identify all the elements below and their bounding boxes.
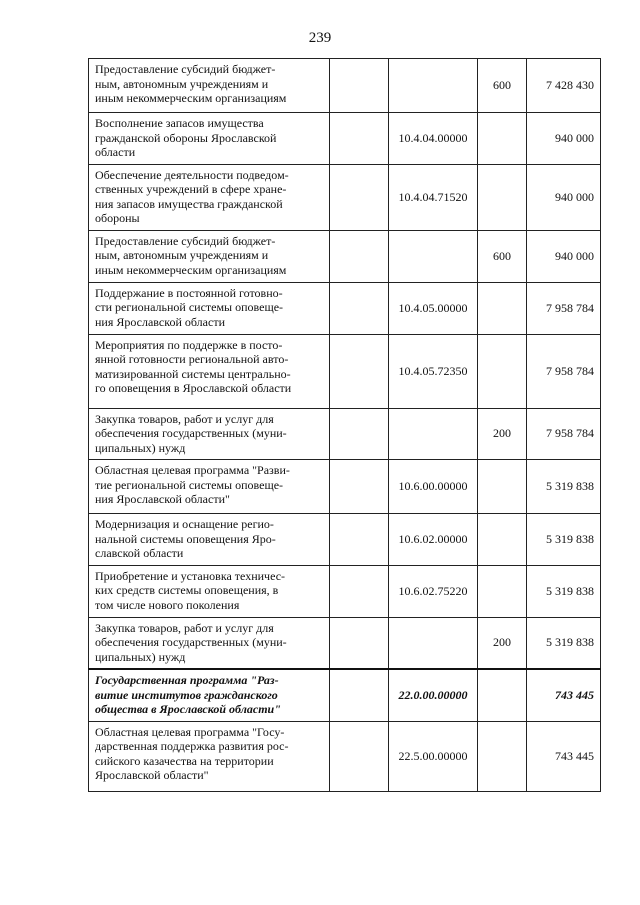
row-empty-cell — [330, 113, 389, 165]
table-row — [89, 334, 601, 408]
table-row — [89, 721, 601, 791]
row-name: Предоставление субсидий бюджет- ным, автономным учреждениям и иным некоммерческим организациям — [89, 230, 330, 282]
row-empty-cell — [330, 669, 389, 721]
row-expense-type: 600 — [478, 230, 527, 282]
row-amount: 5 319 838 — [527, 565, 601, 617]
row-expense-type — [478, 282, 527, 334]
page-number: 239 — [308, 30, 332, 46]
row-empty-cell — [330, 334, 389, 408]
row-code — [389, 59, 478, 113]
row-name: Приобретение и установка техничес- ких средств системы оповещения, в том числе нового поколения — [89, 565, 330, 617]
row-empty-cell — [330, 460, 389, 514]
row-expense-type — [478, 164, 527, 230]
row-expense-type: 200 — [478, 617, 527, 669]
table-row — [89, 230, 601, 282]
table-row — [89, 669, 601, 721]
row-name: Мероприятия по поддержке в посто- янной готовности региональной авто- матизированной системы центрально- го оповещения в Ярославской области — [89, 334, 330, 408]
row-amount: 743 445 — [527, 669, 601, 721]
row-code: 10.6.02.00000 — [389, 514, 478, 566]
row-amount: 7 428 430 — [527, 59, 601, 113]
row-code — [389, 230, 478, 282]
row-expense-type — [478, 460, 527, 514]
row-expense-type — [478, 669, 527, 721]
table-row — [89, 617, 601, 669]
row-code: 10.4.04.00000 — [389, 113, 478, 165]
row-empty-cell — [330, 59, 389, 113]
row-code: 10.6.00.00000 — [389, 460, 478, 514]
row-code: 10.6.02.75220 — [389, 565, 478, 617]
row-empty-cell — [330, 617, 389, 669]
budget-table — [88, 58, 601, 792]
row-expense-type — [478, 113, 527, 165]
row-name: Закупка товаров, работ и услуг для обеспечения государственных (муни- ципальных) нужд — [89, 408, 330, 460]
row-empty-cell — [330, 721, 389, 791]
row-amount: 7 958 784 — [527, 408, 601, 460]
row-name: Обеспечение деятельности подведом- ственных учреждений в сфере хране- ния запасов имущества гражданской обороны — [89, 164, 330, 230]
row-expense-type — [478, 514, 527, 566]
row-code: 22.5.00.00000 — [389, 721, 478, 791]
row-name: Модернизация и оснащение регио- нальной системы оповещения Яро- славской области — [89, 514, 330, 566]
table-body — [89, 59, 601, 792]
row-name: Государственная программа "Раз- витие институтов гражданского общества в Ярославской области" — [89, 669, 330, 721]
table-row — [89, 565, 601, 617]
row-empty-cell — [330, 565, 389, 617]
row-name: Областная целевая программа "Разви- тие региональной системы оповеще- ния Ярославской области" — [89, 460, 330, 514]
row-empty-cell — [330, 282, 389, 334]
row-amount: 5 319 838 — [527, 460, 601, 514]
row-amount: 5 319 838 — [527, 617, 601, 669]
row-name: Предоставление субсидий бюджет- ным, автономным учреждениям и иным некоммерческим организациям — [89, 59, 330, 113]
row-expense-type — [478, 721, 527, 791]
row-empty-cell — [330, 514, 389, 566]
row-expense-type — [478, 565, 527, 617]
row-code — [389, 617, 478, 669]
row-amount: 5 319 838 — [527, 514, 601, 566]
row-code: 10.4.05.72350 — [389, 334, 478, 408]
row-empty-cell — [330, 164, 389, 230]
table-row — [89, 514, 601, 566]
row-name: Восполнение запасов имущества гражданской обороны Ярославской области — [89, 113, 330, 165]
row-code: 10.4.04.71520 — [389, 164, 478, 230]
table-row — [89, 460, 601, 514]
row-expense-type: 200 — [478, 408, 527, 460]
table-row — [89, 59, 601, 113]
row-name: Поддержание в постоянной готовно- сти региональной системы оповеще- ния Ярославской области — [89, 282, 330, 334]
row-empty-cell — [330, 408, 389, 460]
row-code: 22.0.00.00000 — [389, 669, 478, 721]
row-amount: 940 000 — [527, 164, 601, 230]
table-row — [89, 408, 601, 460]
row-code: 10.4.05.00000 — [389, 282, 478, 334]
table-row — [89, 164, 601, 230]
row-amount: 7 958 784 — [527, 282, 601, 334]
row-amount: 940 000 — [527, 113, 601, 165]
row-empty-cell — [330, 230, 389, 282]
row-amount: 743 445 — [527, 721, 601, 791]
row-expense-type: 600 — [478, 59, 527, 113]
row-amount: 940 000 — [527, 230, 601, 282]
table-row — [89, 282, 601, 334]
row-amount: 7 958 784 — [527, 334, 601, 408]
row-name: Областная целевая программа "Госу- дарственная поддержка развития рос- сийского казачества на территории Ярославской области" — [89, 721, 330, 791]
row-expense-type — [478, 334, 527, 408]
table-row — [89, 113, 601, 165]
row-name: Закупка товаров, работ и услуг для обеспечения государственных (муни- ципальных) нужд — [89, 617, 330, 669]
row-code — [389, 408, 478, 460]
